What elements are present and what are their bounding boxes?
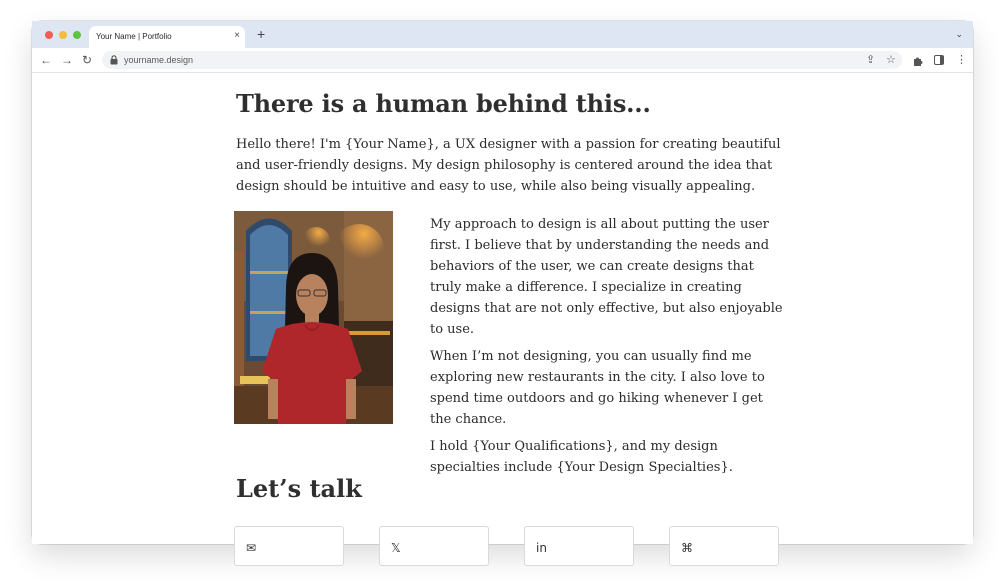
tab-search-chevron-icon[interactable]: ⌄ [955,29,963,39]
contact-card-link[interactable] [669,526,779,566]
back-arrow-icon[interactable]: ← [40,53,52,67]
contact-card-linkedin[interactable] [524,526,634,566]
about-paragraph-hobbies: When I’m not designing, you can usually find me exploring new restaurants in the city. I also love to spend time outdoors and go hiking whenever I get the chance. [430,349,765,427]
contact-card-x[interactable] [379,526,489,566]
mail-icon: ✉ [246,541,257,555]
page-content [32,73,973,555]
x-icon: 𝕏 [391,541,401,555]
linkedin-icon: in [536,541,547,555]
url-text: yourname.design [124,55,194,65]
about-text [430,214,786,484]
browser-toolbar [32,48,973,73]
side-panel-icon[interactable] [934,55,944,65]
profile-photo [234,211,393,424]
address-bar[interactable] [102,51,902,69]
close-window-button[interactable] [45,31,53,39]
maximize-window-button[interactable] [73,31,81,39]
lock-icon [110,55,118,65]
contact-card-email[interactable] [234,526,344,566]
about-paragraph-approach: My approach to design is all about putting the user first. I believe that by understanding the needs and behaviors of the user, we can create designs that truly make a difference. I specialize in creating designs that are not only effective, but also enjoyable to use. [430,217,783,337]
link-icon: ⌘ [681,541,693,555]
extensions-puzzle-icon[interactable] [912,55,924,67]
reload-icon[interactable]: ↻ [82,53,93,67]
tab-portfolio[interactable] [89,26,245,48]
tab-strip [32,21,973,48]
share-icon[interactable]: ⇪ [866,54,876,66]
contact-heading: Let’s talk [236,474,362,503]
new-tab-button[interactable]: + [257,26,266,42]
about-paragraph-qualifications: I hold {Your Qualifications}, and my design specialties include {Your Design Specialties}. [430,439,733,475]
close-tab-icon[interactable]: × [234,30,240,41]
forward-arrow-icon[interactable]: → [61,53,73,67]
tab-title: Your Name | Portfolio [96,32,172,41]
bookmark-star-icon[interactable]: ☆ [886,54,896,66]
intro-paragraph: Hello there! I'm {Your Name}, a UX designer with a passion for creating beautiful and user-friendly designs. My design philosophy is centered around the idea that design should be intuitive and easy to use, while also being visually appealing. [236,137,781,194]
minimize-window-button[interactable] [59,31,67,39]
page-title: There is a human behind this... [236,89,651,118]
browser-menu-icon[interactable]: ⋮ [956,54,967,66]
browser-window [32,21,973,555]
